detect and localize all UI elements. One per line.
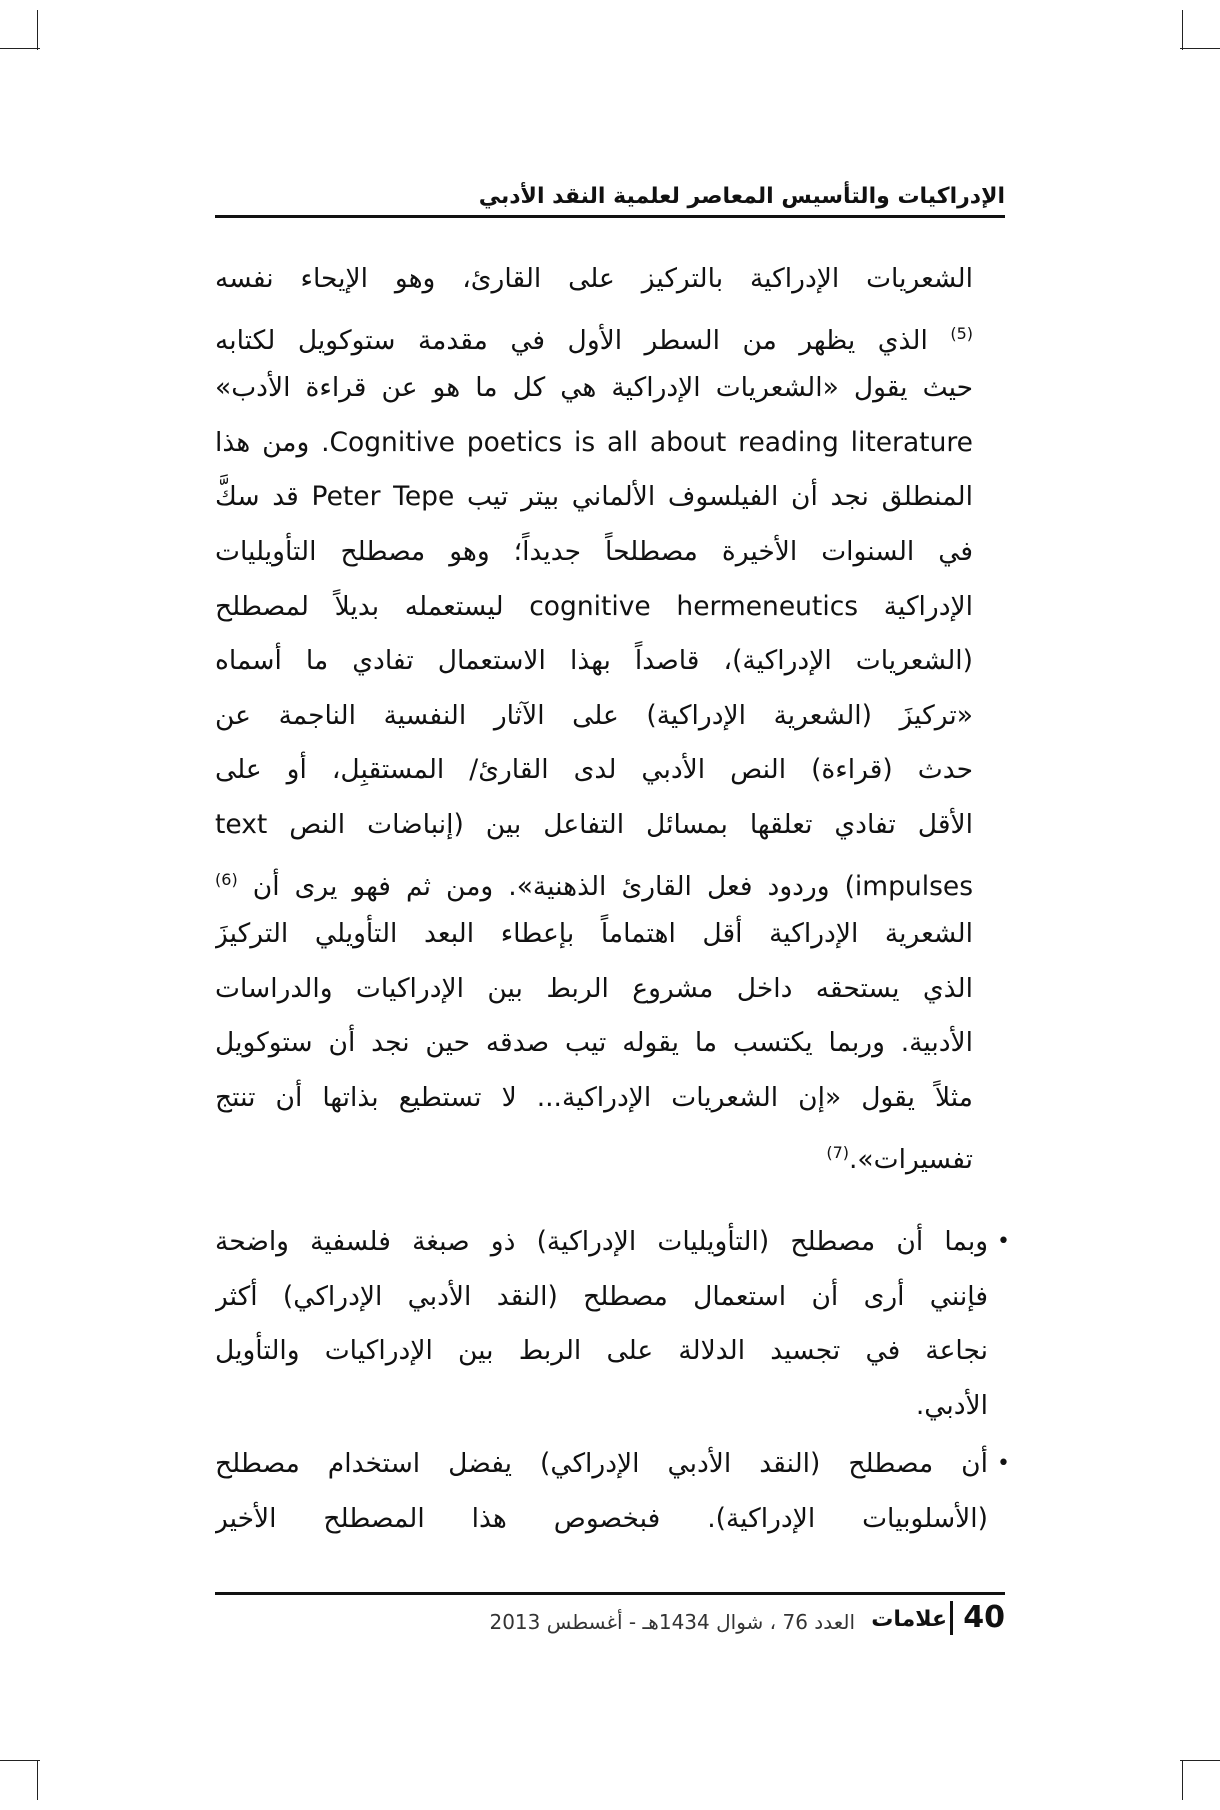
paragraph-line: الأدبية. وربما يكتسب ما يقوله تيب صدقه حين نجد أن ستوكويل bbox=[215, 1027, 973, 1059]
paragraph-line: المنطلق نجد أن الفيلسوف الألماني بيتر تيب Peter Tepe قد سكَّ bbox=[215, 481, 973, 513]
running-header bbox=[215, 165, 1005, 218]
paragraph-line: «تركيزَ (الشعرية الإدراكية) على الآثار النفسية الناجمة عن bbox=[215, 699, 973, 731]
paragraph-line: الشعرية الإدراكية أقل اهتماماً بإعطاء البعد التأويلي التركيزَ bbox=[215, 918, 973, 950]
bullet-line: فإنني أرى أن استعمال مصطلح (النقد الأدبي الإدراكي) أكثر bbox=[215, 1280, 988, 1312]
bullet-line: وبما أن مصطلح (التأويليات الإدراكية) ذو صبغة فلسفية واضحة bbox=[215, 1226, 988, 1257]
paragraph-line: الشعريات الإدراكية بالتركيز على القارئ، وهو الإيحاء نفسه bbox=[215, 263, 973, 294]
bullet-list bbox=[215, 1215, 1010, 1551]
crop-mark bbox=[0, 1760, 40, 1761]
crop-mark bbox=[1180, 48, 1220, 49]
bullet-item bbox=[215, 1215, 1010, 1433]
paragraph-line: Cognitive poetics is all about reading literature. ومن هذا bbox=[215, 426, 973, 458]
paragraph-line: $^{(5)}$ الذي يظهر من السطر الأول في مقدمة ستوكويل لكتابه bbox=[215, 323, 973, 356]
crop-mark bbox=[1180, 1760, 1220, 1761]
crop-mark bbox=[1182, 10, 1183, 50]
paragraph-line: impulses) وردود فعل القارئ الذهنية». ومن ثم فهو يرى أن $^{(6)}$ bbox=[215, 869, 973, 902]
paragraph-line: حدث (قراءة) النص الأدبي لدى القارئ/ المستقبِل، أو على bbox=[215, 754, 973, 786]
magazine-logo: علامات bbox=[871, 1607, 947, 1632]
paragraph-line: في السنوات الأخيرة مصطلحاً جديداً؛ وهو مصطلح التأويليات bbox=[215, 535, 973, 567]
bullet-line: الأدبي. bbox=[915, 1389, 988, 1421]
page-number: 40 bbox=[950, 1601, 1005, 1635]
paragraph-line: الإدراكية cognitive hermeneutics ليستعمله بديلاً لمصطلح bbox=[215, 590, 973, 622]
page-footer bbox=[215, 1592, 1005, 1645]
crop-mark bbox=[1182, 1760, 1183, 1800]
footnote-marker: (6) bbox=[215, 869, 238, 889]
crop-mark bbox=[0, 48, 40, 49]
paragraph-line: الذي يستحقه داخل مشروع الربط بين الإدراكيات والدراسات bbox=[215, 972, 973, 1004]
main-paragraph bbox=[215, 252, 973, 1180]
bullet-icon: • bbox=[997, 1451, 1010, 1477]
bullet-line: أن مصطلح (النقد الأدبي الإدراكي) يفضل استخدام مصطلح bbox=[215, 1448, 988, 1480]
paragraph-line: الأقل تفادي تعلقها بمسائل التفاعل بين (إنباضات النص text bbox=[215, 808, 973, 840]
paragraph-line: تفسيرات».$^{(7)}$ bbox=[826, 1142, 973, 1175]
header-title: الإدراكيات والتأسيس المعاصر لعلمية النقد الأدبي bbox=[478, 184, 1005, 209]
bullet-item bbox=[215, 1437, 1010, 1546]
crop-mark bbox=[37, 10, 38, 50]
paragraph-line: مثلاً يقول «إن الشعريات الإدراكية... لا تستطيع بذاتها أن تنتج bbox=[215, 1081, 973, 1113]
paragraph-line: حيث يقول «الشعريات الإدراكية هي كل ما هو عن قراءة الأدب» bbox=[215, 372, 973, 404]
issue-info: العدد 76 ، شوال 1434هـ - أغسطس 2013 bbox=[489, 1610, 855, 1634]
paragraph-line: (الشعريات الإدراكية)، قاصداً بهذا الاستعمال تفادي ما أسماه bbox=[215, 645, 973, 677]
bullet-line: نجاعة في تجسيد الدلالة على الربط بين الإدراكيات والتأويل bbox=[215, 1335, 988, 1367]
bullet-icon: • bbox=[997, 1229, 1010, 1254]
crop-mark bbox=[37, 1760, 38, 1800]
footnote-marker: (7) bbox=[826, 1142, 849, 1162]
footnote-marker: (5) bbox=[950, 323, 973, 343]
bullet-line: (الأسلوبيات الإدراكية). فبخصوص هذا المصطلح الأخير bbox=[215, 1502, 988, 1534]
